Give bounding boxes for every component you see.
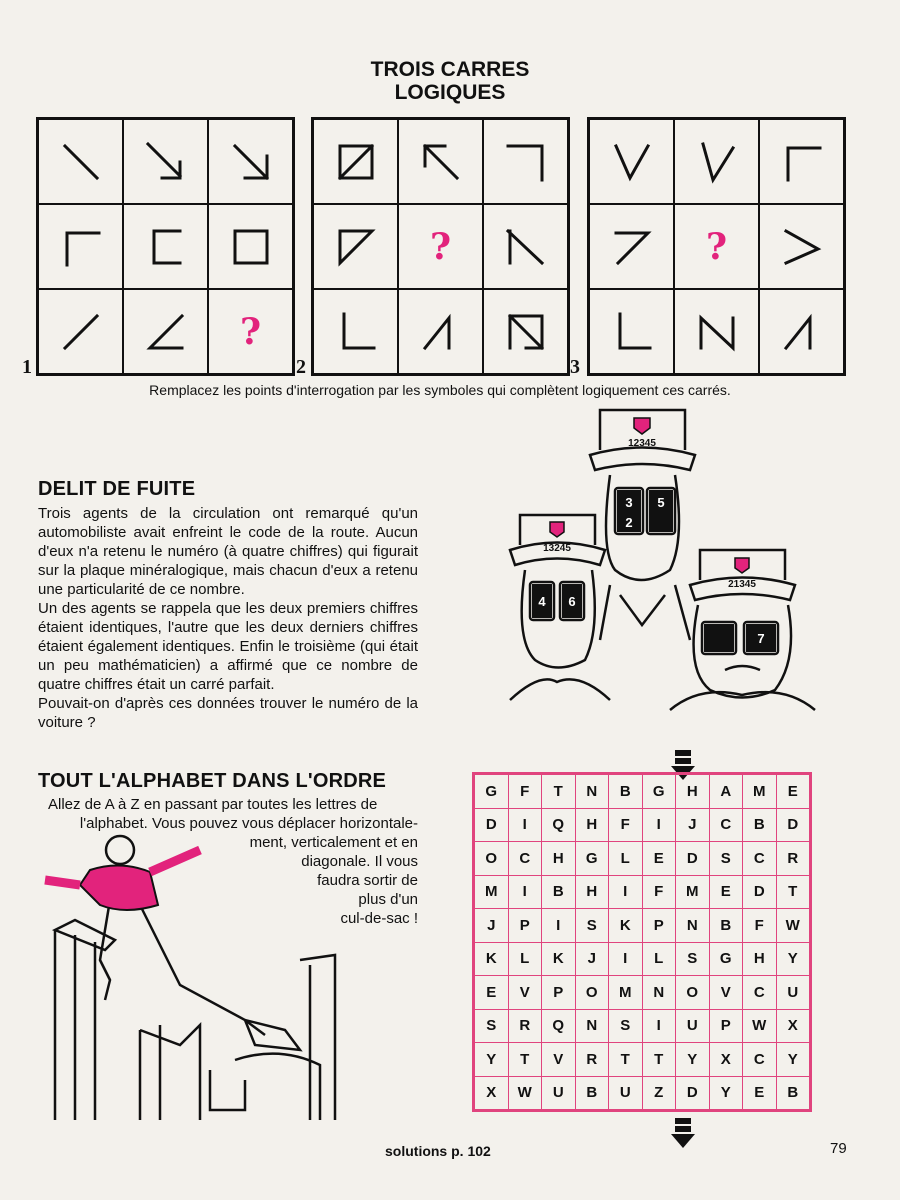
delit-paragraph: Un des agents se rappela que les deux premiers chiffres étaient identiques, l'autre que les deux derniers chiffres étaient également identiques. Enfin le troisième (qui était un peu mathématicien) a affirmé que ce nombre de quatre chiffres était un carré parfait.	[38, 600, 418, 693]
letter-cell: T	[609, 1043, 643, 1077]
caret-ne-icon	[780, 310, 824, 354]
letter-cell: C	[743, 976, 777, 1010]
letter-cell: Y	[475, 1043, 509, 1077]
letter-cell: N	[676, 909, 710, 943]
symbol-cell	[589, 289, 674, 374]
symbol-cell	[759, 204, 844, 289]
letter-cell: U	[609, 1076, 643, 1110]
letter-cell: K	[475, 942, 509, 976]
letter-cell: R	[508, 1009, 542, 1043]
letter-cell: I	[609, 875, 643, 909]
check-v-icon	[610, 140, 654, 184]
cap-number: 12345	[628, 438, 656, 449]
logic-grid-number: 3	[570, 356, 580, 378]
letter-cell: T	[642, 1043, 676, 1077]
letter-cell: P	[642, 909, 676, 943]
letter-cell: P	[542, 976, 576, 1010]
symbol-cell	[674, 289, 759, 374]
diag-ne-icon	[59, 310, 103, 354]
letter-row	[475, 775, 810, 809]
letter-cell: E	[776, 775, 810, 809]
letter-cell: Y	[709, 1076, 743, 1110]
letter-cell: G	[575, 842, 609, 876]
arrow-se-small-icon	[144, 140, 188, 184]
letter-cell: E	[709, 875, 743, 909]
logic-grid-1	[36, 117, 295, 376]
letter-cell: X	[475, 1076, 509, 1110]
letter-cell: Q	[542, 1009, 576, 1043]
instruction-text: Remplacez les points d'interrogation par les symboles qui complètent logiquement ces carrés.	[149, 382, 731, 398]
letter-cell: H	[575, 875, 609, 909]
letter-cell: M	[475, 875, 509, 909]
letter-cell: H	[575, 808, 609, 842]
letter-grid	[472, 772, 812, 1112]
letter-cell: E	[475, 976, 509, 1010]
logic-grid-number: 1	[22, 356, 32, 378]
question-mark-cell	[674, 204, 759, 289]
letter-cell: T	[508, 1043, 542, 1077]
letter-cell: B	[575, 1076, 609, 1110]
letter-cell: T	[776, 875, 810, 909]
symbol-cell	[123, 289, 208, 374]
letter-cell: K	[609, 909, 643, 943]
letter-cell: S	[676, 942, 710, 976]
letter-cell: D	[676, 1076, 710, 1110]
square-arrow-icon	[504, 310, 548, 354]
symbol-cell	[313, 289, 398, 374]
symbol-cell	[759, 119, 844, 204]
question-mark-icon: ?	[705, 225, 728, 268]
letter-cell: O	[575, 976, 609, 1010]
letter-cell: I	[609, 942, 643, 976]
corner-tl-icon	[780, 140, 824, 184]
letter-cell: J	[676, 808, 710, 842]
check-v-tall-icon	[695, 140, 739, 184]
symbol-cell	[759, 289, 844, 374]
letter-cell: F	[609, 808, 643, 842]
letter-cell: H	[542, 842, 576, 876]
alphabet-line: cul-de-sac !	[340, 910, 418, 927]
triangle-bl-icon	[334, 225, 378, 269]
question-mark-icon: ?	[239, 310, 262, 353]
letter-cell: Y	[676, 1043, 710, 1077]
square-diag-icon	[334, 140, 378, 184]
logic-grid-3	[587, 117, 846, 376]
symbol-cell	[589, 119, 674, 204]
delit-text	[38, 504, 418, 732]
letter-cell: F	[642, 875, 676, 909]
letter-cell: W	[743, 1009, 777, 1043]
caret-ne-icon	[419, 310, 463, 354]
diag-se-icon	[59, 140, 103, 184]
letter-cell: D	[676, 842, 710, 876]
letter-cell: V	[542, 1043, 576, 1077]
letter-cell: U	[542, 1076, 576, 1110]
letter-cell: P	[709, 1009, 743, 1043]
glasses-digit: 3	[625, 495, 633, 510]
letter-cell: G	[709, 942, 743, 976]
letter-cell: D	[776, 808, 810, 842]
letter-cell: H	[743, 942, 777, 976]
exit-arrow-icon	[671, 1118, 695, 1153]
alphabet-title: TOUT L'ALPHABET DANS L'ORDRE	[38, 770, 387, 792]
symbol-cell	[38, 289, 123, 374]
glasses-digit: 4	[538, 594, 546, 609]
letter-cell: F	[508, 775, 542, 809]
symbol-cell	[123, 119, 208, 204]
letter-cell: C	[743, 1043, 777, 1077]
glasses-digit: 6	[568, 594, 576, 609]
letter-cell: L	[609, 842, 643, 876]
letter-cell: Y	[776, 942, 810, 976]
letter-row	[475, 1076, 810, 1110]
alphabet-line: ment, verticalement et en	[249, 834, 418, 851]
policemen-illustration	[500, 410, 820, 710]
arrow-se-open-icon	[780, 225, 824, 269]
arrow-se-icon	[229, 140, 273, 184]
letter-row	[475, 942, 810, 976]
letter-cell: B	[776, 1076, 810, 1110]
letter-row	[475, 842, 810, 876]
letter-cell: E	[743, 1076, 777, 1110]
glasses-digit: 2	[625, 515, 633, 530]
letter-cell: J	[475, 909, 509, 943]
delit-title: DELIT DE FUITE	[38, 478, 196, 500]
letter-cell: T	[542, 775, 576, 809]
alphabet-line: faudra sortir de	[317, 872, 418, 889]
letter-cell: X	[709, 1043, 743, 1077]
letter-cell: R	[575, 1043, 609, 1077]
letter-cell: I	[642, 1009, 676, 1043]
symbol-cell	[674, 119, 759, 204]
letter-cell: G	[642, 775, 676, 809]
letter-cell: I	[508, 808, 542, 842]
letter-cell: C	[508, 842, 542, 876]
letter-cell: G	[475, 775, 509, 809]
symbol-cell	[38, 119, 123, 204]
page-number: 79	[830, 1140, 847, 1157]
question-mark-cell	[208, 289, 293, 374]
letter-cell: D	[475, 808, 509, 842]
letter-cell: B	[709, 909, 743, 943]
delit-paragraph: Pouvait-on d'après ces données trouver le numéro de la voiture ?	[38, 695, 418, 731]
letter-cell: A	[709, 775, 743, 809]
symbol-cell	[313, 119, 398, 204]
letter-row	[475, 808, 810, 842]
letter-cell: K	[542, 942, 576, 976]
symbol-cell	[483, 119, 568, 204]
letter-row	[475, 875, 810, 909]
page-title-line1: TROIS CARRES	[370, 58, 530, 81]
solutions-reference: solutions p. 102	[385, 1143, 491, 1159]
corner-bl-icon	[610, 310, 654, 354]
letter-cell: Z	[642, 1076, 676, 1110]
symbol-cell	[398, 119, 483, 204]
letter-cell: V	[508, 976, 542, 1010]
letter-cell: H	[676, 775, 710, 809]
symbol-cell	[483, 204, 568, 289]
symbol-cell	[313, 204, 398, 289]
symbol-cell	[38, 204, 123, 289]
symbol-cell	[208, 119, 293, 204]
arrow-nw-icon	[419, 140, 463, 184]
letter-cell: S	[475, 1009, 509, 1043]
corner-tl-icon	[59, 225, 103, 269]
alphabet-line: diagonale. Il vous	[301, 853, 418, 870]
square-icon	[229, 225, 273, 269]
letter-cell: P	[508, 909, 542, 943]
letter-cell: U	[676, 1009, 710, 1043]
alphabet-line: Allez de A à Z en passant par toutes les lettres de	[48, 796, 378, 813]
letter-cell: L	[508, 942, 542, 976]
corner-bl-icon	[334, 310, 378, 354]
letter-cell: Q	[542, 808, 576, 842]
letter-cell: I	[508, 875, 542, 909]
cap-number: 13245	[543, 543, 571, 554]
symbol-cell	[208, 204, 293, 289]
letter-cell: M	[676, 875, 710, 909]
arrow-ne-open-icon	[504, 225, 548, 269]
delit-paragraph: Trois agents de la circulation ont remarqué qu'un automobiliste avait enfreint le code de la route. Aucun d'eux n'a retenu le numéro (à quatre chiffres) qui figurait sur la plaque minéralogique, mais chacun d'eux a retenu une particularité de ce nombre.	[38, 505, 418, 598]
caret-n-icon	[695, 310, 739, 354]
letter-cell: B	[743, 808, 777, 842]
corner-tr-icon	[504, 140, 548, 184]
letter-cell: F	[743, 909, 777, 943]
glasses-digit: 7	[757, 631, 765, 646]
glasses-digit: 5	[657, 495, 665, 510]
letter-cell: V	[709, 976, 743, 1010]
angle-ne-icon	[144, 310, 188, 354]
letter-cell: I	[542, 909, 576, 943]
letter-cell: R	[776, 842, 810, 876]
letter-cell: E	[642, 842, 676, 876]
logic-grid-2	[311, 117, 570, 376]
letter-cell: I	[642, 808, 676, 842]
page-title-line2: LOGIQUES	[394, 81, 506, 104]
letter-cell: S	[709, 842, 743, 876]
symbol-cell	[589, 204, 674, 289]
letter-cell: N	[575, 1009, 609, 1043]
letter-cell: J	[575, 942, 609, 976]
letter-cell: C	[743, 842, 777, 876]
letter-cell: N	[642, 976, 676, 1010]
letter-cell: M	[609, 976, 643, 1010]
letter-cell: W	[508, 1076, 542, 1110]
letter-cell: B	[542, 875, 576, 909]
letter-row	[475, 1009, 810, 1043]
letter-cell: O	[475, 842, 509, 876]
letter-row	[475, 1043, 810, 1077]
arrow-ne-z-icon	[610, 225, 654, 269]
alphabet-line: plus d'un	[358, 891, 418, 908]
climber-illustration	[40, 830, 380, 1130]
letter-cell: C	[709, 808, 743, 842]
letter-cell: M	[743, 775, 777, 809]
letter-cell: D	[743, 875, 777, 909]
letter-cell: X	[776, 1009, 810, 1043]
letter-cell: W	[776, 909, 810, 943]
alphabet-line: l'alphabet. Vous pouvez vous déplacer horizontale-	[79, 815, 418, 832]
letter-row	[475, 909, 810, 943]
question-mark-cell	[398, 204, 483, 289]
letter-row	[475, 976, 810, 1010]
letter-cell: Y	[776, 1043, 810, 1077]
letter-cell: S	[575, 909, 609, 943]
question-mark-icon: ?	[429, 225, 452, 268]
letter-cell: N	[575, 775, 609, 809]
page-title	[300, 58, 600, 104]
symbol-cell	[398, 289, 483, 374]
symbol-cell	[483, 289, 568, 374]
symbol-cell	[123, 204, 208, 289]
letter-cell: B	[609, 775, 643, 809]
letter-cell: U	[776, 976, 810, 1010]
letter-cell: L	[642, 942, 676, 976]
cap-number: 21345	[728, 579, 756, 590]
letter-cell: S	[609, 1009, 643, 1043]
bracket-left-icon	[144, 225, 188, 269]
letter-cell: O	[676, 976, 710, 1010]
logic-grid-number: 2	[296, 356, 306, 378]
